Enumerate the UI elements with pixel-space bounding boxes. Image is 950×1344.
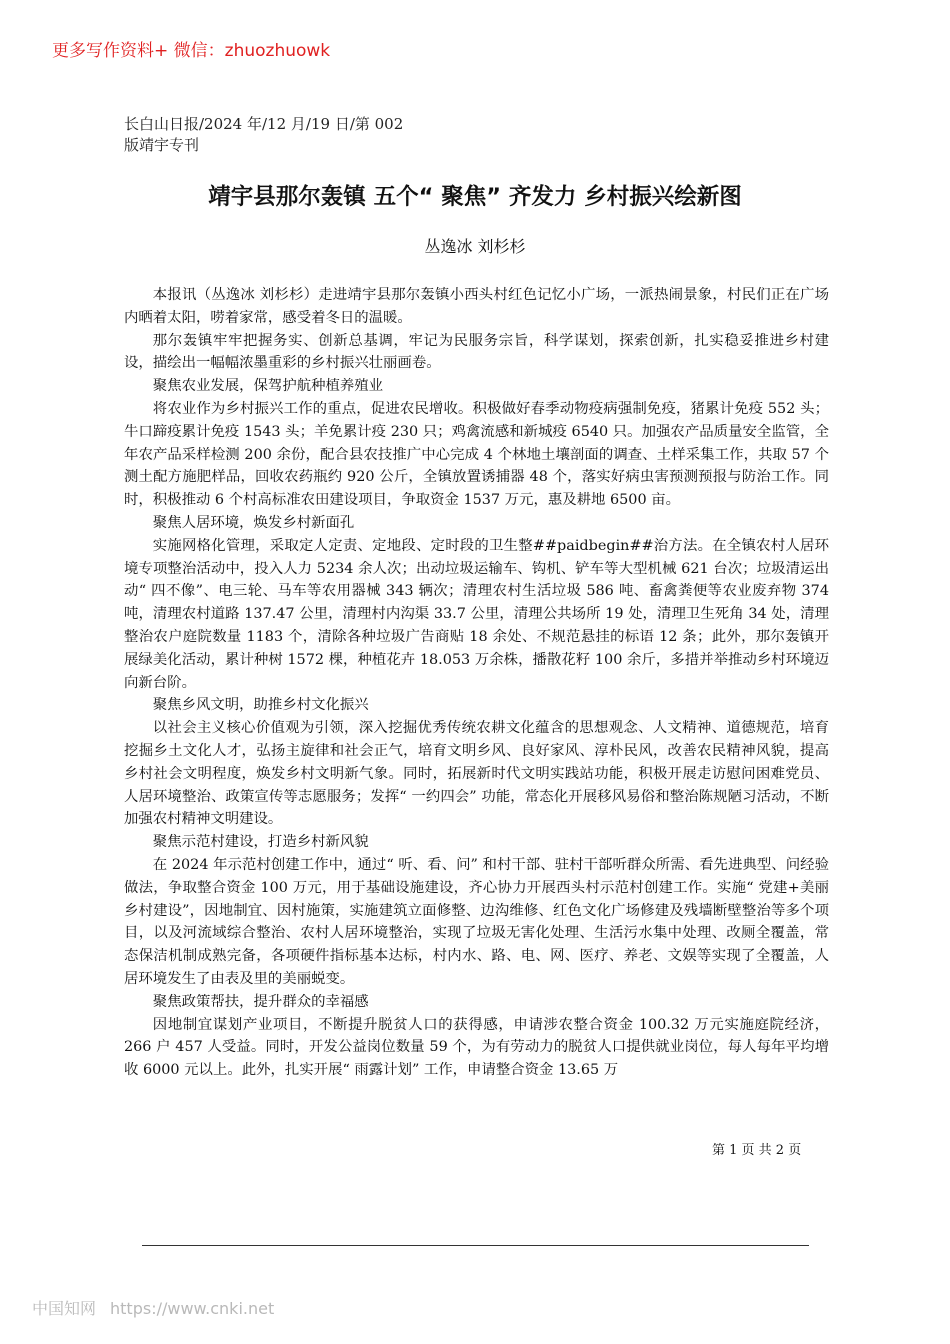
source-info [124, 114, 444, 156]
footer-divider [142, 1245, 809, 1246]
paragraph: 将农业作为乡村振兴工作的重点，促进农民增收。积极做好春季动物疫病强制免疫，猪累计免疫 552 头；牛口蹄疫累计免疫 1543 头；羊免累计疫 230 只；鸡禽流感和新城疫 6540 只。加强农产品质量安全监管，全年农产品采样检测 200 余份，配合县农技推广中心完成 4 个林地土壤剖面的调查、土样采集工作，共取 57 个测土配方施肥样品，回收农药瓶约 920 公斤，全镇放置诱捕器 48 个，落实好病虫害预测预报与防治工作。同时，积极推动 6 个村高标准农田建设项目，争取资金 1537 万元，惠及耕地 6500 亩。 [124, 400, 829, 509]
watermark [32, 1296, 274, 1319]
paragraph: 本报讯（丛逸冰 刘杉杉）走进靖宇县那尔轰镇小西头村红色记忆小广场，一派热闹景象，村民们正在广场内晒着太阳，唠着家常，感受着冬日的温暖。 [124, 287, 829, 326]
source-line-2: 版靖宇专刊 [124, 136, 200, 154]
section-heading: 聚焦乡风文明，助推乡村文化振兴 [152, 697, 369, 714]
section-heading: 聚焦示范村建设，打造乡村新风貌 [152, 834, 369, 851]
paragraph: 那尔轰镇牢牢把握务实、创新总基调，牢记为民服务宗旨，科学谋划，探索创新，扎实稳妥推进乡村建设，描绘出一幅幅浓墨重彩的乡村振兴壮丽画卷。 [124, 332, 829, 372]
section-heading: 聚焦政策帮扶，提升群众的幸福感 [152, 993, 369, 1010]
paragraph: 实施网格化管理，采取定人定责、定地段、定时段的卫生整##paidbegin##治方法。在全镇农村人居环境专项整治活动中，投入人力 5234 余人次；出动垃圾运输车、钩机、铲车等大型机械 621 台次；垃圾清运出动“ 四不像”、电三轮、马车等农用器械 343 辆次；清理农村生活垃圾 586 吨、畜禽粪便等农业废弃物 374 吨，清理农村道路 137.47 公里，清理村内沟渠 33.7 公里，清理公共场所 19 处，清理卫生死角 34 处，清理整治农户庭院数量 1183 个，清除各种垃圾广告商贴 18 余处、不规范悬挂的标语 12 条；此外，那尔轰镇开展绿美化活动，累计种树 1572 棵，种植花卉 18.053 万余株，播散花籽 100 余斤，多措并举推动乡村环境迈向新台阶。 [124, 537, 829, 691]
paragraph: 因地制宜谋划产业项目，不断提升脱贫人口的获得感，申请涉农整合资金 100.32 万元实施庭院经济，266 户 457 人受益。同时，开发公益岗位数量 59 个，为有劳动力的脱贫人口提供就业岗位，每人每年平均增收 6000 元以上。此外，扎实开展“ 雨露计划” 工作，申请整合资金 13.65 万 [124, 1016, 829, 1079]
watermark-url: https://www.cnki.net [110, 1299, 275, 1318]
article-authors: 丛逸冰 刘杉杉 [424, 237, 526, 256]
article-title: 靖宇县那尔轰镇 五个“ 聚焦” 齐发力 乡村振兴绘新图 [208, 184, 742, 210]
source-line-1: 长白山日报/2024 年/12 月/19 日/第 002 [124, 115, 404, 133]
promo-link[interactable]: 更多写作资料+ 微信：zhuozhuowk [52, 41, 331, 61]
paragraph: 在 2024 年示范村创建工作中，通过“ 听、看、问” 和村干部、驻村干部听群众所需、看先进典型、问经验做法，争取整合资金 100 万元，用于基础设施建设，齐心协力开展西头村示范村创建工作。实施“ 党建+美丽乡村建设”，因地制宜、因村施策，实施建筑立面修整、边沟维修、红色文化广场修建及残墙断壁整治等多个项目，以及河流域综合整治、农村人居环境整治，实现了垃圾无害化处理、生活污水集中处理、改厕全覆盖，常态保洁机制成熟完备，各项硬件指标基本达标，村内水、路、电、网、医疗、养老、文娱等实现了全覆盖，人居环境发生了由表及里的美丽蜕变。 [124, 856, 829, 987]
paragraph: 以社会主义核心价值观为引领，深入挖掘优秀传统农耕文化蕴含的思想观念、人文精神、道德规范，培育挖掘乡土文化人才，弘扬主旋律和社会正气，培育文明乡风、良好家风、淳朴民风，改善农民精神风貌，提高乡村社会文明程度，焕发乡村文明新气象。同时，拓展新时代文明实践站功能，积极开展走访慰问困难党员、人居环境整治、政策宣传等志愿服务；发挥“ 一约四会” 功能，常态化开展移风易俗和整治陈规陋习活动，不断加强农村精神文明建设。 [124, 720, 829, 828]
section-heading: 聚焦人居环境，焕发乡村新面孔 [152, 514, 355, 531]
watermark-brand: 中国知网 [32, 1299, 97, 1318]
section-heading: 聚焦农业发展，保驾护航种植养殖业 [152, 378, 384, 395]
page-number: 第 1 页 共 2 页 [712, 1143, 802, 1158]
article-body [124, 284, 829, 1082]
